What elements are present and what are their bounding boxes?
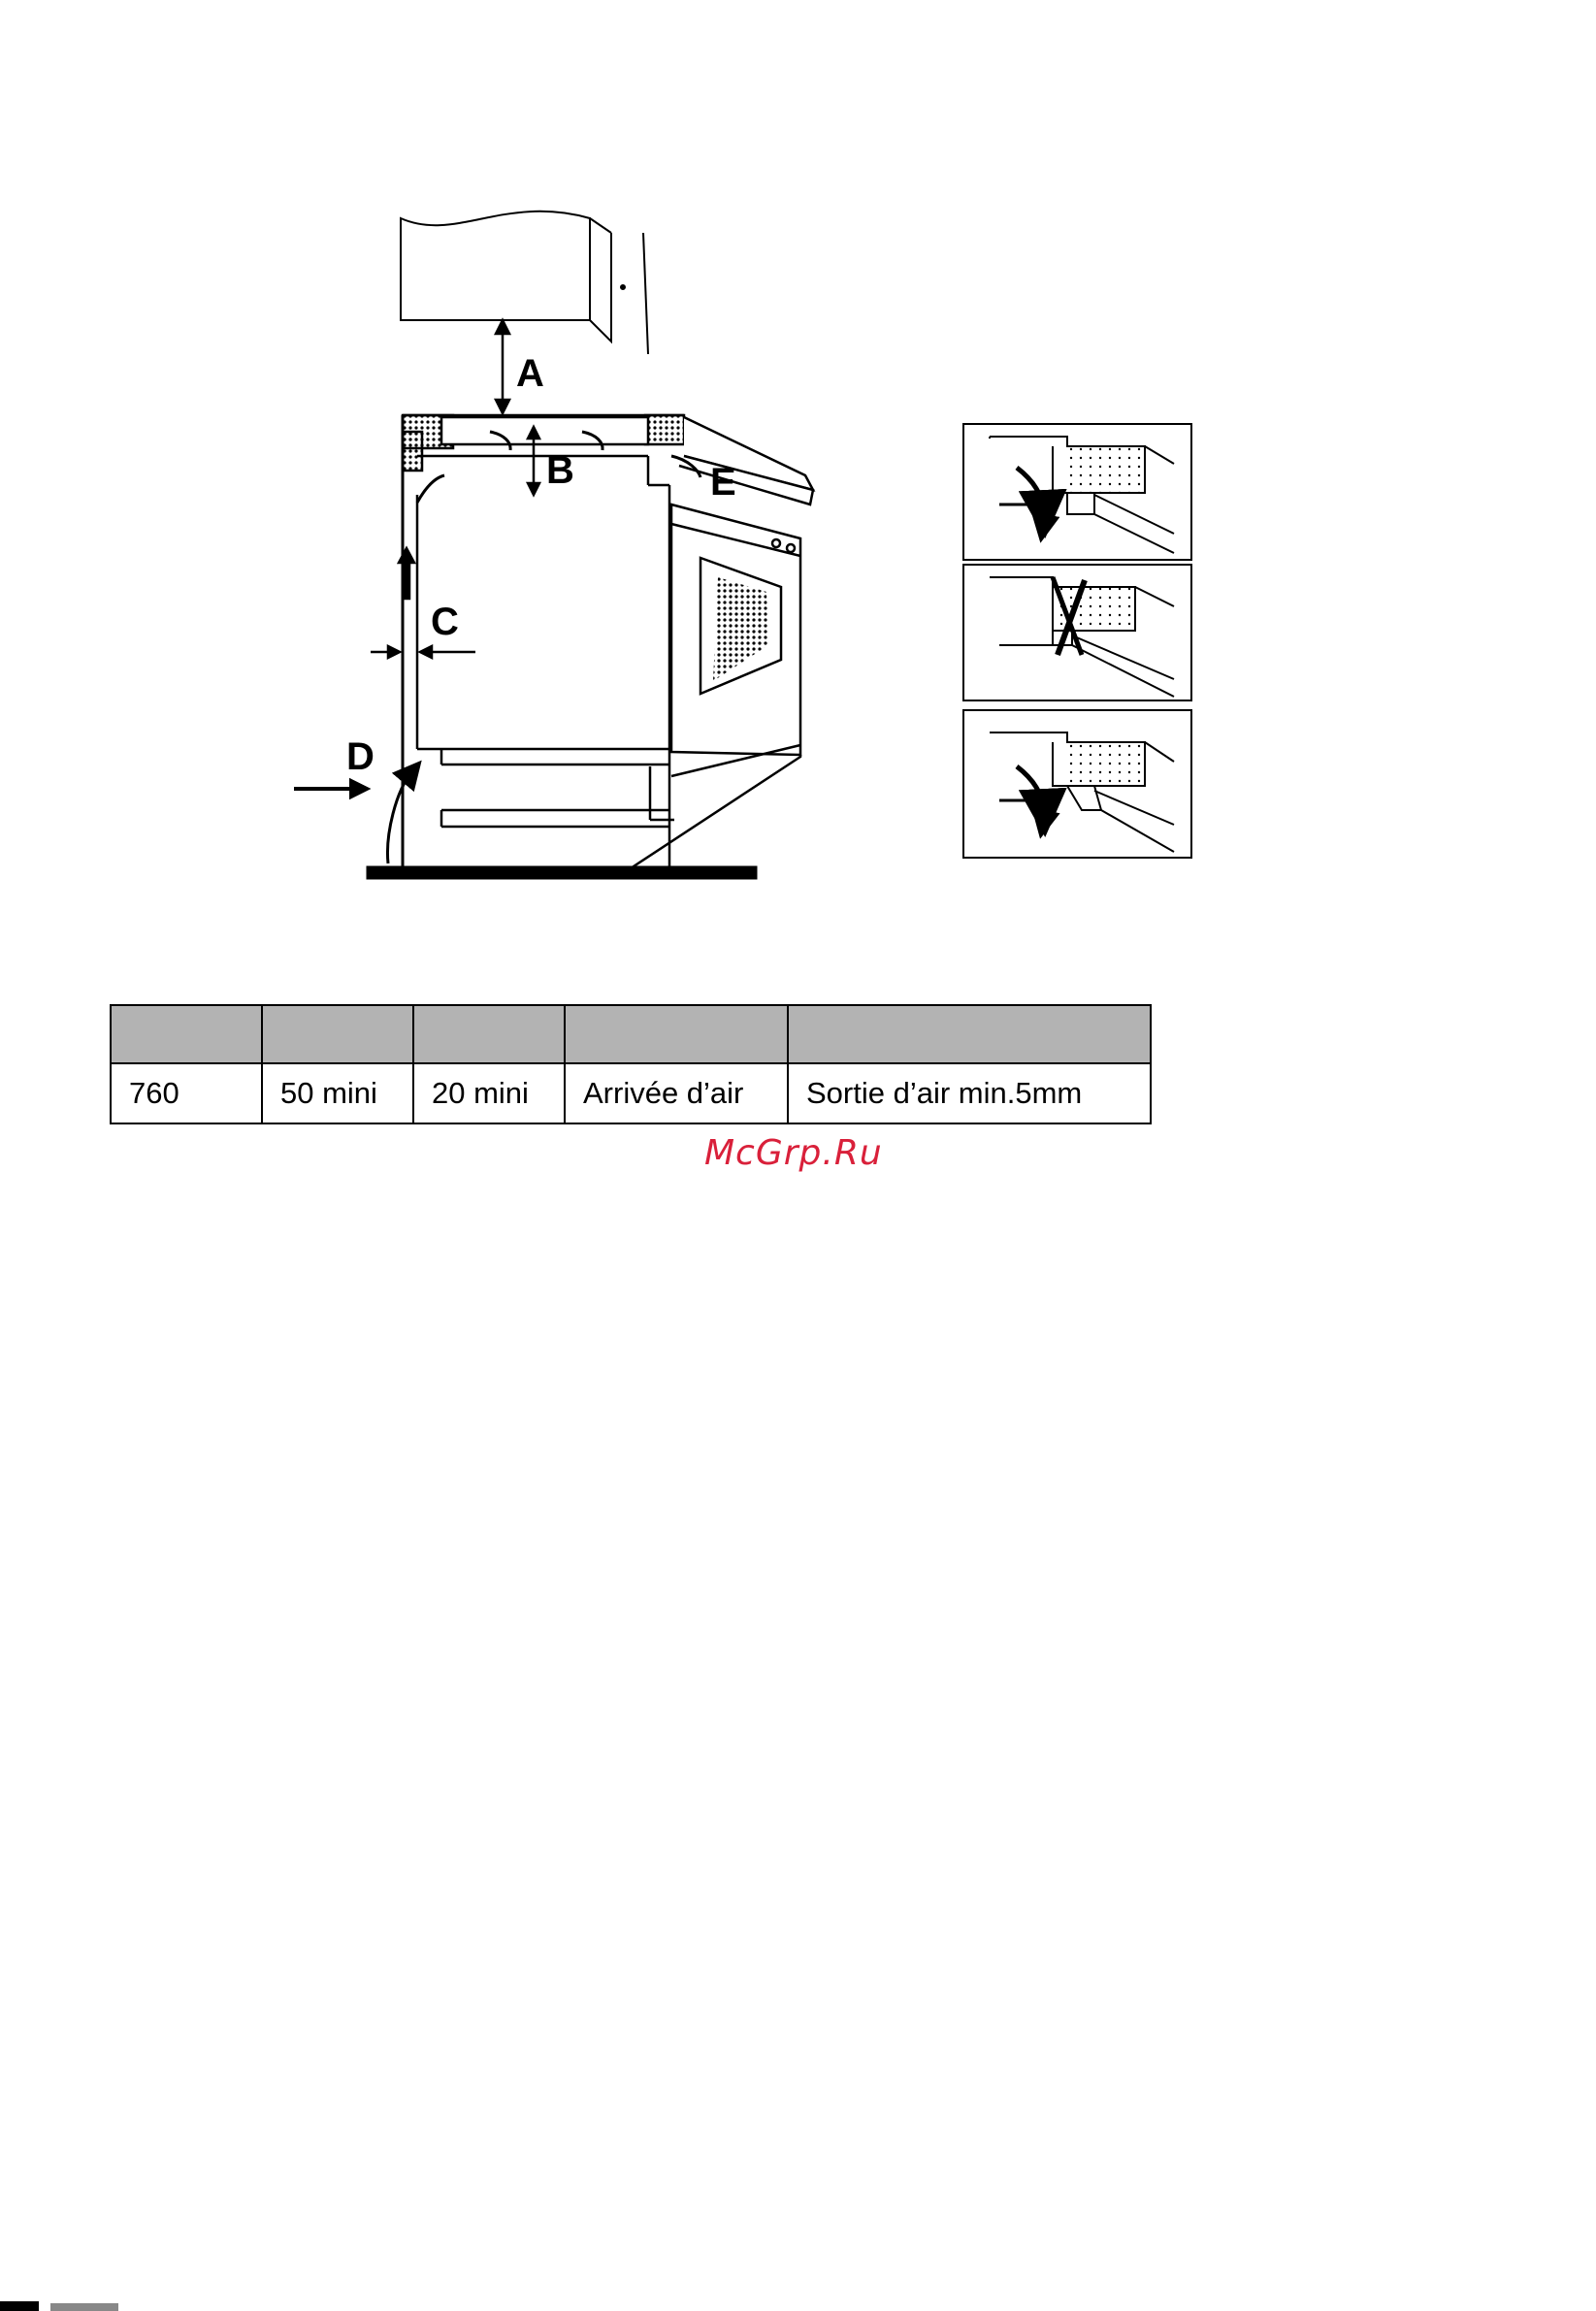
table-header-row <box>111 1005 1151 1063</box>
dimension-a <box>496 320 509 413</box>
label-b: B <box>546 449 574 492</box>
cell-d-value: Arrivée d’air <box>565 1063 788 1123</box>
corner-mark-secondary <box>50 2303 118 2311</box>
label-e: E <box>710 461 736 504</box>
label-c: C <box>431 601 459 643</box>
cell-e-value: Sortie d’air min.5mm <box>788 1063 1151 1123</box>
header-cell-b <box>262 1005 413 1063</box>
cell-b-value: 50 mini <box>262 1063 413 1123</box>
detail-panel-3 <box>963 710 1191 858</box>
label-d: D <box>346 735 375 778</box>
oven <box>631 505 800 868</box>
cabinet <box>417 456 674 868</box>
dimension-b <box>528 427 539 495</box>
header-cell-c <box>413 1005 565 1063</box>
cell-c-value: 20 mini <box>413 1063 565 1123</box>
air-inlet-arrow <box>294 781 367 797</box>
cell-a-value: 760 <box>111 1063 262 1123</box>
table-row <box>111 1063 1151 1123</box>
watermark: McGrp.Ru <box>704 1133 883 1173</box>
airflow-arrows <box>388 432 700 863</box>
wall-cabinet <box>401 212 648 354</box>
dimensions-table <box>110 1004 1152 1124</box>
dimension-c <box>371 548 475 658</box>
detail-panel-1 <box>963 424 1191 560</box>
installation-diagram <box>0 0 1596 970</box>
header-cell-a <box>111 1005 262 1063</box>
header-cell-e <box>788 1005 1151 1063</box>
corner-mark <box>0 2301 39 2311</box>
detail-panel-2 <box>963 565 1191 700</box>
header-cell-d <box>565 1005 788 1063</box>
countertop <box>403 415 813 505</box>
label-a: A <box>516 352 544 395</box>
